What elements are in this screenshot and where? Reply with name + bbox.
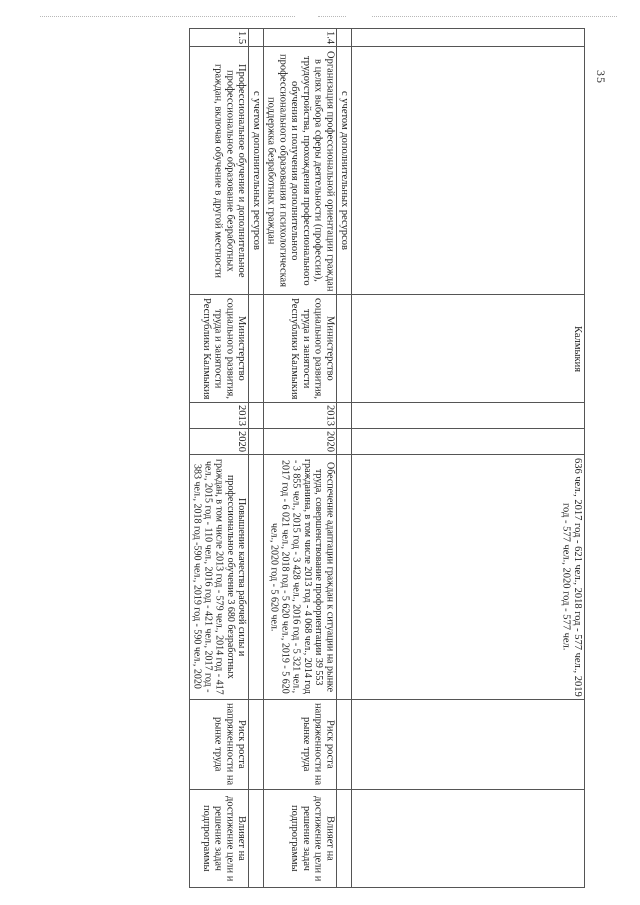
risk-cell [337, 699, 352, 789]
result-cell [337, 455, 352, 699]
header-rule-left [40, 16, 295, 17]
rotated-table-block [22, 28, 585, 888]
executor-cell [249, 295, 264, 403]
impact-cell [337, 789, 352, 887]
header-rule-right [372, 16, 617, 17]
measures-table [189, 28, 585, 888]
measure-name-cell: Профессиональное обучение и дополнительное профессиональное образование безработных граждан, включая обучение в другой местности [190, 47, 249, 295]
table-row [190, 29, 249, 888]
executor-cell: Министерство социального развития, труда и занятости Республики Калмыкия [190, 295, 249, 403]
risk-cell [352, 699, 585, 789]
end-year-cell: 2020 [263, 429, 337, 455]
measure-name-cell: Организация профессиональной ориентации граждан в целях выбора сферы деятельности (профессии), трудоустройства, прохождения профессионального обучения и получения дополнительного профессионального образования и психологическая поддержка безработных граждан [263, 47, 337, 295]
end-year-cell [337, 429, 352, 455]
impact-cell [352, 789, 585, 887]
impact-cell: Влияет на достижение цели и решение задач подпрограммы [263, 789, 337, 887]
executor-cell: Министерство социального развития, труда и занятости Республики Калмыкия [263, 295, 337, 403]
table-row [337, 29, 352, 888]
result-cell: 636 чел., 2017 год - 621 чел., 2018 год - 577 чел., 2019 год - 577 чел., 2020 год - 577 чел. [352, 455, 585, 699]
header-rule-mid [318, 16, 346, 17]
table-row [249, 29, 264, 888]
impact-cell: Влияет на достижение цели и решение задач подпрограммы [190, 789, 249, 887]
row-number-cell [249, 29, 264, 47]
measure-name-cell: с учетом дополнительных ресурсов [249, 47, 264, 295]
risk-cell [249, 699, 264, 789]
end-year-cell [249, 429, 264, 455]
table-row [352, 29, 585, 888]
impact-cell [249, 789, 264, 887]
result-cell: Повышение качества рабочей силы и профессиональное обучение 3 680 безработных граждан, в том числе 2013 год - 579 чел., 2014 год - 417 чел., 2015 год - 110 чел., 2016 год - 421 чел., 2017 год - 383 чел., 2018 год -590 чел., 2019 год - 590 чел., 2020 [190, 455, 249, 699]
row-number-cell: 1.5 [190, 29, 249, 47]
row-number-cell [337, 29, 352, 47]
executor-cell [337, 295, 352, 403]
end-year-cell [352, 429, 585, 455]
executor-cell: Калмыкия [352, 295, 585, 403]
risk-cell: Риск роста напряженности на рынке труда [263, 699, 337, 789]
end-year-cell: 2020 [190, 429, 249, 455]
start-year-cell: 2013 [263, 403, 337, 429]
result-cell: Обеспечение адаптации граждан к ситуации на рынке труда, совершенствование профориентации 39 553 гражданина, в том числе 2013 год - 4 068 чел., 2014 год - 3 855 чел., 2015 год - 3 428 чел., 2016 год - 5 321 чел., 2017 год - 6 021 чел., 2018 год - 5 620 чел., 2019 - 5 620 чел., 2020 год - 5 620 чел. [263, 455, 337, 699]
table-row [263, 29, 337, 888]
start-year-cell [352, 403, 585, 429]
measure-name-cell: с учетом дополнительных ресурсов [337, 47, 352, 295]
row-number-cell [352, 29, 585, 47]
start-year-cell [249, 403, 264, 429]
result-cell [249, 455, 264, 699]
start-year-cell [337, 403, 352, 429]
page-number: 35 [594, 70, 608, 84]
measure-name-cell [352, 47, 585, 295]
start-year-cell: 2013 [190, 403, 249, 429]
row-number-cell: 1.4 [263, 29, 337, 47]
risk-cell: Риск роста напряженности на рынке труда [190, 699, 249, 789]
